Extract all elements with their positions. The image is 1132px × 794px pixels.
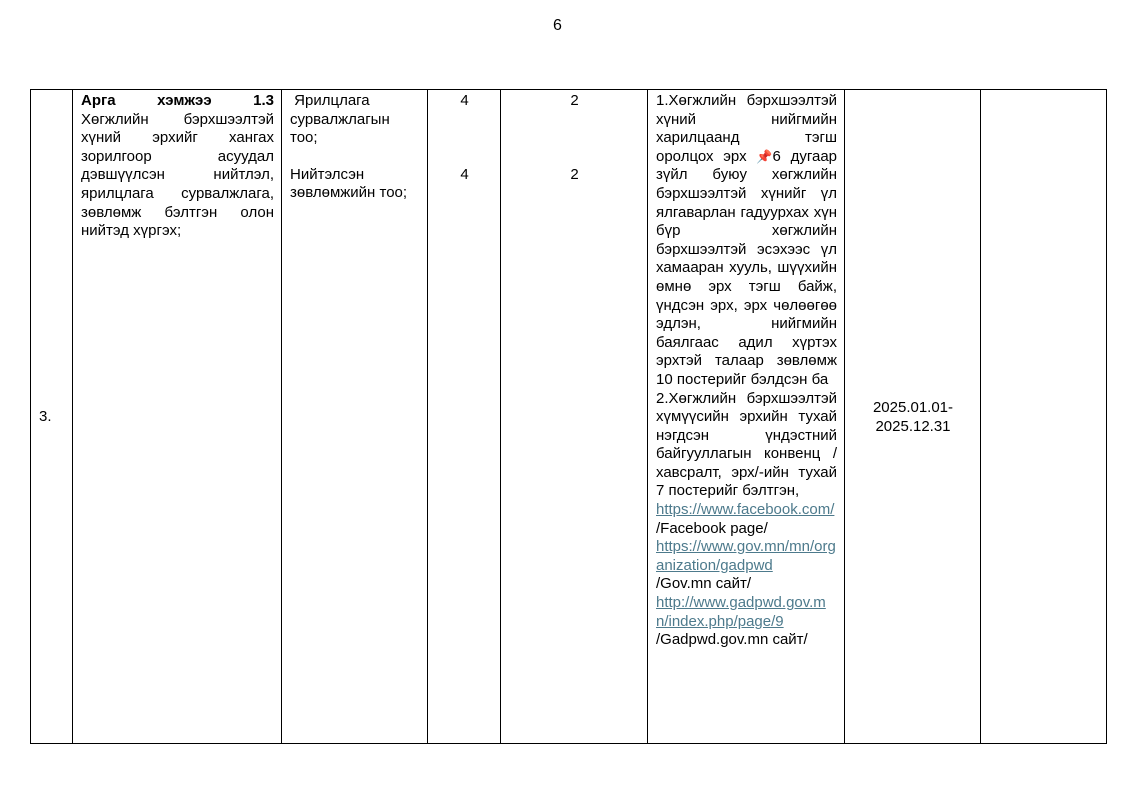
baseline-1: 4 bbox=[460, 92, 469, 109]
row-index: 3. bbox=[31, 90, 73, 744]
gov-mn-link[interactable]: https://www.gov.mn/mn/organization/gadpwd bbox=[656, 538, 836, 574]
result-1-text-b: 6 дугаар зүйл буюу хөгжлийн бэрхшээлтэй хүнийг үл ялгаварлан гадуурхах хүн бүр хөгжлийн бэрхшээлтэй эсэхээс үл хамааран хууль, шүүхийн өмнө эрх тэгш байж, үндсэн эрх, эрх чөлөөгөө эдлэн, нийгмийн баялгаас адил хүртэх эрхтэй талаар зөвлөмж 10 постерийг бэлдсэн ба bbox=[656, 147, 837, 388]
result-2-text: 2.Хөгжлийн бэрхшээлтэй хүмүүсийн эрхийн тухай нэгдсэн үндэстний байгууллагын конвенц /хавсралт, эрх/-ийн тухай 7 постерийг бэлтгэн, bbox=[656, 389, 837, 500]
pushpin-icon: 📌 bbox=[756, 148, 773, 164]
indicators-cell bbox=[282, 90, 428, 744]
gov-mn-label: /Gov.mn сайт/ bbox=[656, 575, 751, 593]
period-text: 2025.01.01-2025.12.31 bbox=[872, 398, 954, 435]
target-cell bbox=[501, 90, 648, 744]
target-2: 2 bbox=[570, 165, 579, 183]
results-cell bbox=[648, 90, 845, 744]
result-1-text-a: 1.Хөгжлийн бэрхшээлтэй хүний нийгмийн харилцаанд тэгш оролцох эрх bbox=[656, 92, 837, 165]
gadpwd-link[interactable]: http://www.gadpwd.gov.mn/index.php/page/9 bbox=[656, 594, 826, 630]
plan-table bbox=[30, 89, 1107, 744]
indicator-2: Нийтэлсэн зөвлөмжийн тоо; bbox=[290, 165, 408, 202]
page-number: 6 bbox=[553, 17, 562, 34]
target-1: 2 bbox=[570, 92, 579, 109]
facebook-label: /Facebook page/ bbox=[656, 519, 768, 537]
baseline-cell bbox=[428, 90, 501, 744]
baseline-2: 4 bbox=[460, 165, 469, 183]
facebook-link[interactable]: https://www.facebook.com/ bbox=[656, 501, 835, 519]
notes-cell bbox=[981, 90, 1107, 744]
gadpwd-label: /Gadpwd.gov.mn сайт/ bbox=[656, 631, 808, 649]
measure-title: Арга хэмжээ 1.3 bbox=[81, 92, 274, 109]
measure-cell bbox=[73, 90, 282, 744]
indicator-1: Ярилцлага сурвалжлагын тоо; bbox=[290, 92, 394, 147]
period-cell bbox=[845, 90, 981, 744]
measure-text: Хөгжлийн бэрхшээлтэй хүний эрхийг хангах зорилгоор асуудал дэвшүүлсэн нийтлэл, ярилцлага сурвалжлага, зөвлөмж бэлтгэн олон нийтэд хүргэх; bbox=[81, 110, 274, 240]
table-row bbox=[31, 90, 1107, 744]
